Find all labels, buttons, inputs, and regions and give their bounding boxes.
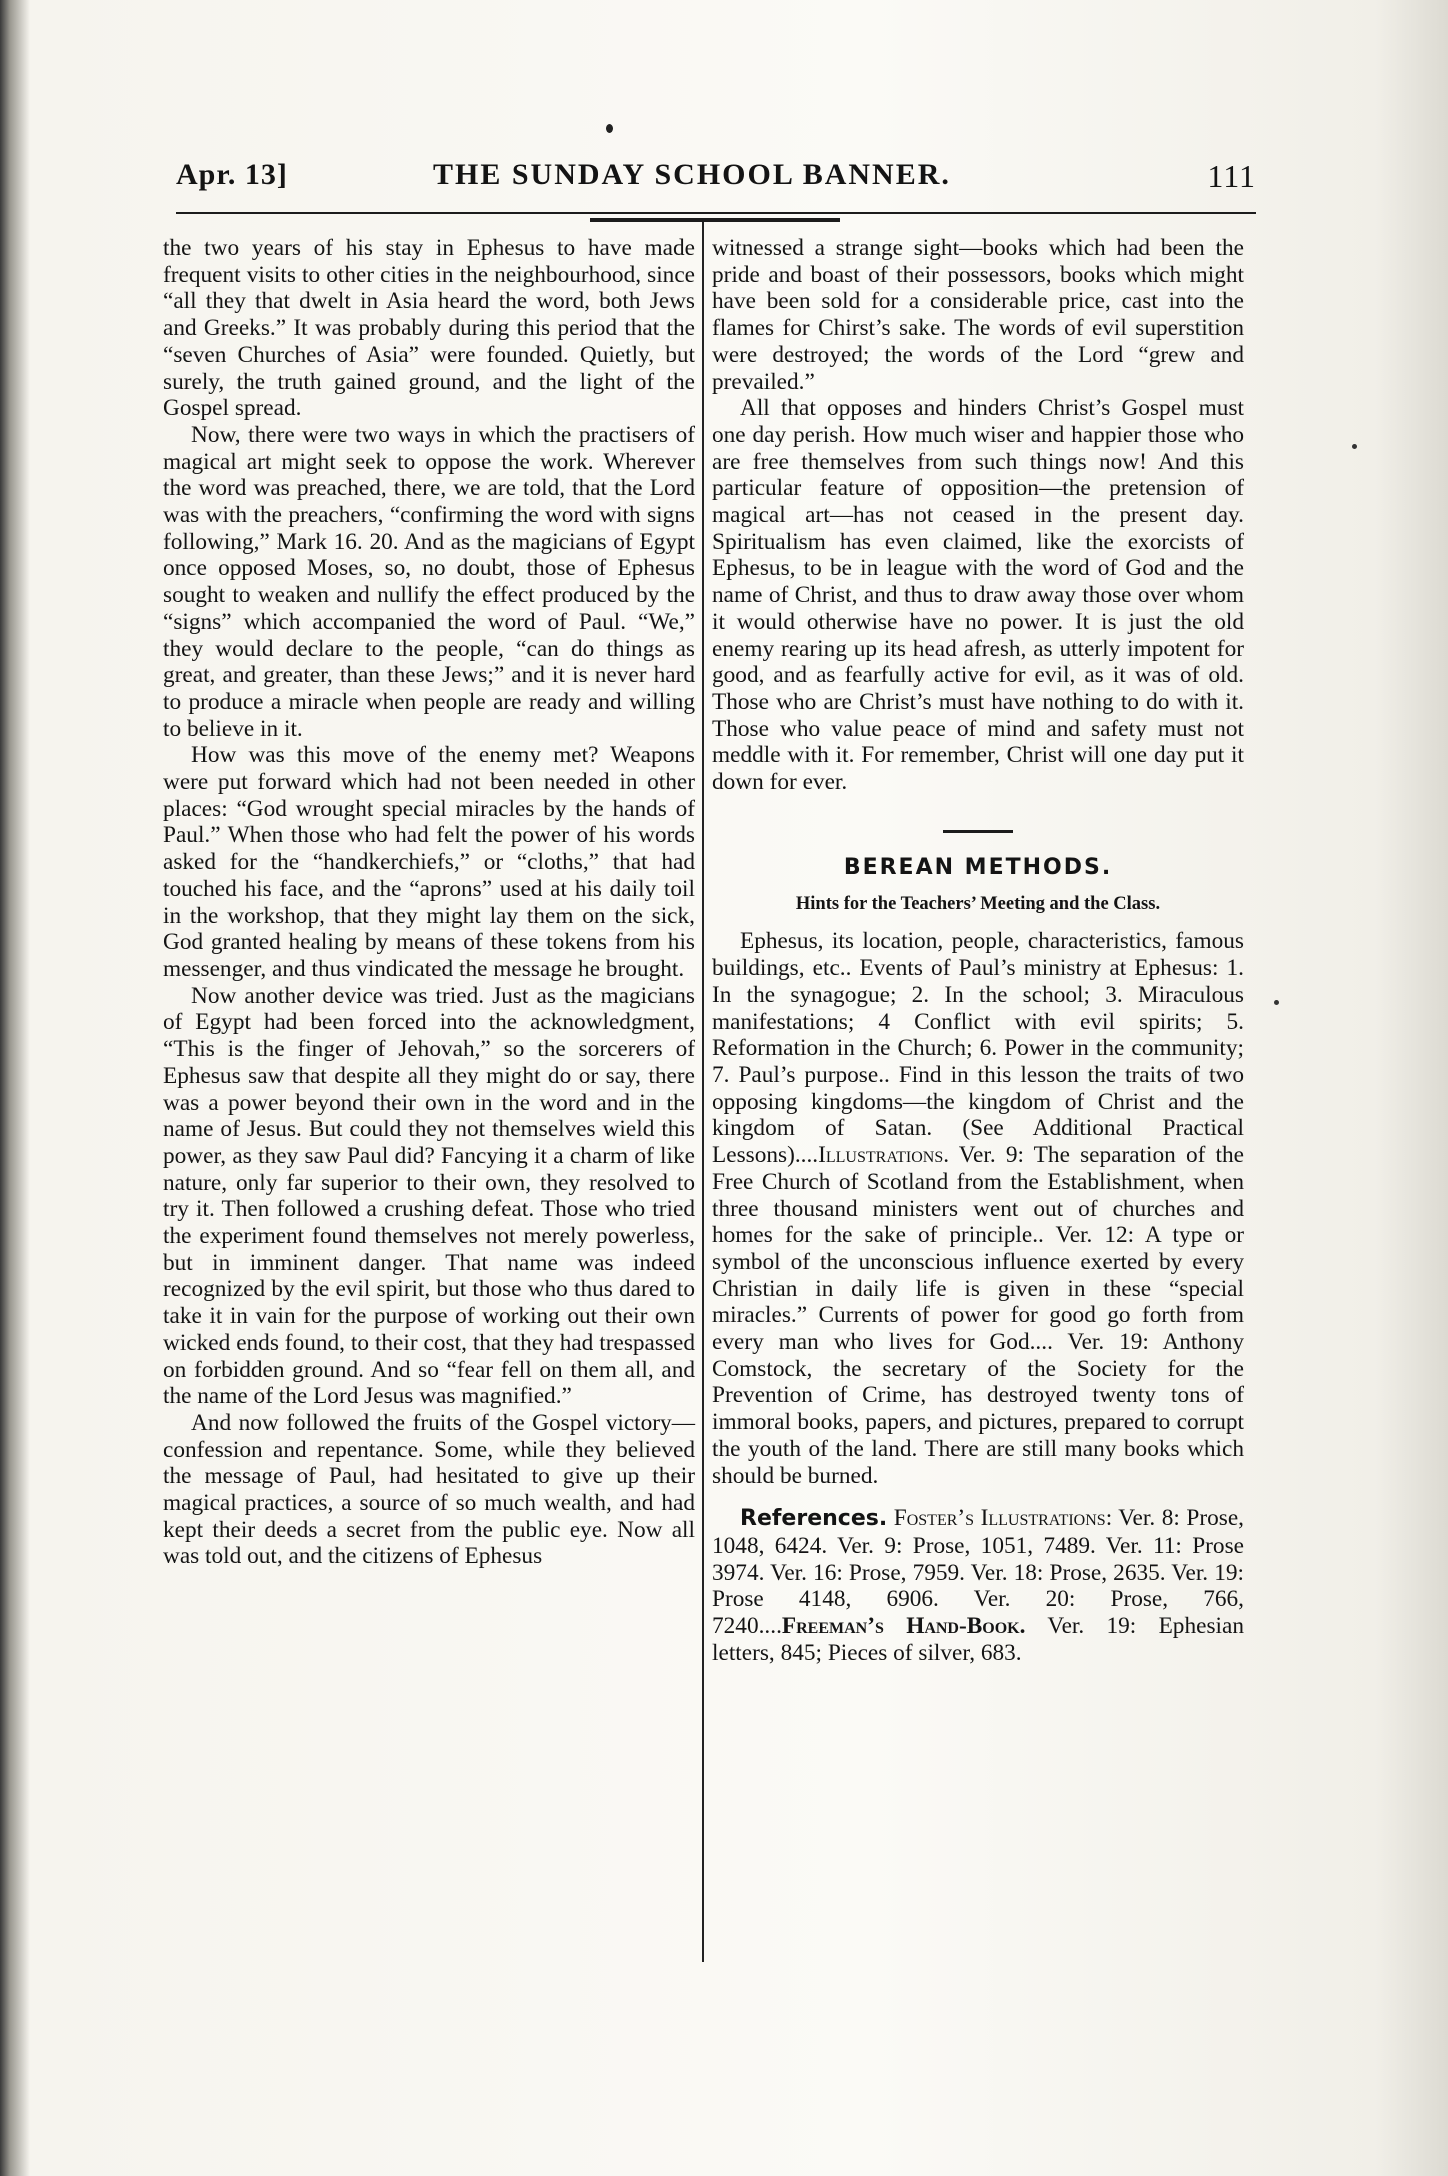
freemans-label: Freeman’s Hand-Book.	[781, 1613, 1026, 1640]
ink-dot	[1352, 444, 1357, 449]
page-number: 111	[1207, 158, 1256, 194]
illustrations-label: Illustrations.	[818, 1142, 950, 1169]
paragraph: How was this move of the enemy met? Weapons were put forward which had not been needed in other places: “God wrought special miracles by the hands of Paul.” When those who had felt the power of his words asked for the “handkerchiefs,” or “cloths,” that had touched his face, and the “aprons” used at his daily toil in the workshop, that they might lay them on the sick, God granted healing by means of these tokens from his messenger, and thus vindicated the message he brought.	[163, 742, 695, 982]
publication-title: THE SUNDAY SCHOOL BANNER.	[433, 158, 951, 191]
left-column	[163, 235, 695, 1570]
paragraph: the two years of his stay in Ephesus to have made frequent visits to other cities in the neighbourhood, since “all they that dwelt in Asia heard the word, both Jews and Greeks.” It was probably during this period that the “seven Churches of Asia” were founded. Quietly, but surely, the truth gained ground, and the light of the Gospel spread.	[163, 235, 695, 422]
ink-dot	[1274, 1000, 1279, 1005]
references-paragraph	[712, 1505, 1244, 1666]
header-date: Apr. 13]	[176, 158, 288, 191]
header-rule-thick	[590, 218, 840, 222]
references-text: Ver. 19: Ephesian letters, 845; Pieces of silver, 683.	[712, 1613, 1244, 1666]
paragraph: witnessed a strange sight—books which had been the pride and boast of their possessors, books which might have been sold for a considerable price, cast into the flames for Chirst’s sake. The words of evil superstition were destroyed; the words of the Lord “grew and prevailed.”	[712, 235, 1244, 395]
paragraph: All that opposes and hinders Christ’s Gospel must one day perish. How much wiser and happier those who are free themselves from such things now! And this particular feature of opposition—the pretension of magical art—has not ceased in the present day. Spiritualism has even claimed, like the exorcists of Ephesus, to be in league with the word of God and the name of Christ, and thus to draw away those over whom it would otherwise have no power. It is just the old enemy rearing up its head afresh, as utterly impotent for good, and as fearfully active for evil, as it was of old. Those who are Christ’s must have nothing to do with it. Those who value peace of mind and safety must not meddle with it. For remember, Christ will one day put it down for ever.	[712, 395, 1244, 796]
ink-dot	[606, 124, 613, 133]
methods-text: Ephesus, its location, people, characteristics, famous buildings, etc.. Events of Paul’s ministry at Ephesus: 1. In the synagogue; 2. In the school; 3. Miraculous manifestations; 4 Conflict with evil spirits; 5. Reformation in the Church; 6. Power in the community; 7. Paul’s purpose.. Find in this lesson the traits of two opposing kingdoms—the kingdom of Christ and the kingdom of Satan. (See Additional Practical Lessons)....	[712, 928, 1244, 1169]
section-heading: BEREAN METHODS.	[843, 854, 1113, 880]
paragraph: And now followed the fruits of the Gospel victory—confession and repentance. Some, while they believed the message of Paul, had hesitated to give up their magical practices, a source of so much wealth, and had kept their deeds a secret from the public eye. Now all was told out, and the citizens of Ephesus	[163, 1409, 695, 1570]
right-column	[712, 235, 1244, 1666]
paragraph: Now, there were two ways in which the practisers of magical art might seek to oppose the work. Wherever the word was preached, there, we are told, that the Lord was with the preachers, “confirming the word with signs following,” Mark 16. 20. And as the magicians of Egypt once opposed Moses, so, no doubt, those of Ephesus sought to weaken and nullify the effect produced by the “signs” which accompanied the word of Paul. “We,” they would declare to the people, “can do things as great, and greater, than these Jews;” and it is never hard to produce a miracle when people are ready and willing to believe in it.	[163, 421, 695, 742]
methods-text: Ver. 9: The separation of the Free Church of Scotland from the Establishment, when three thousand ministers went out of churches and homes for the sake of principle.. Ver. 12: A type or symbol of the unconscious influence exerted by every Christian in daily life is given in these “special miracles.” Currents of power for good go forth from every man who lives for God.... Ver. 19: Anthony Comstock, the secretary of the Society for the Prevention of Crime, has destroyed twenty tons of immoral books, papers, and pictures, prepared to corrupt the youth of the land. There are still many books which should be burned.	[712, 1142, 1244, 1489]
fosters-label: Foster’s Illustrations:	[893, 1505, 1113, 1532]
running-header	[176, 158, 1256, 204]
header-rule	[176, 212, 1256, 214]
references-text: Ver. 8: Prose, 1048, 6424. Ver. 9: Prose, 1051, 7489. Ver. 11: Prose 3974. Ver. 16: Prose, 7959. Ver. 18: Prose, 2635. Ver. 19: Prose 4148, 6906. Ver. 20: Prose, 766, 7240....	[712, 1505, 1244, 1640]
section-rule	[943, 830, 1013, 833]
subsection-heading: Hints for the Teachers’ Meeting and the Class.	[795, 894, 1161, 915]
methods-paragraph	[712, 928, 1244, 1489]
paragraph: Now another device was tried. Just as the magicians of Egypt had been forced into the acknowledgment, “This is the finger of Jehovah,” so the sorcerers of Ephesus saw that despite all they might do or say, there was a power beyond their own in the word and in the name of Jesus. But could they not themselves wield this power, as they saw Paul did? Fancying it a charm of like nature, only far superior to their own, they resolved to try it. Then followed a crushing defeat. Those who tried the experiment found themselves not merely powerless, but in imminent danger. That name was indeed recognized by the evil spirit, but those who thus dared to take it in vain for the purpose of working out their own wicked ends found, to their cost, that they had trespassed on forbidden ground. And so “fear fell on them all, and the name of the Lord Jesus was magnified.”	[163, 982, 695, 1410]
references-label: References.	[740, 1506, 888, 1532]
column-divider	[702, 222, 704, 1962]
